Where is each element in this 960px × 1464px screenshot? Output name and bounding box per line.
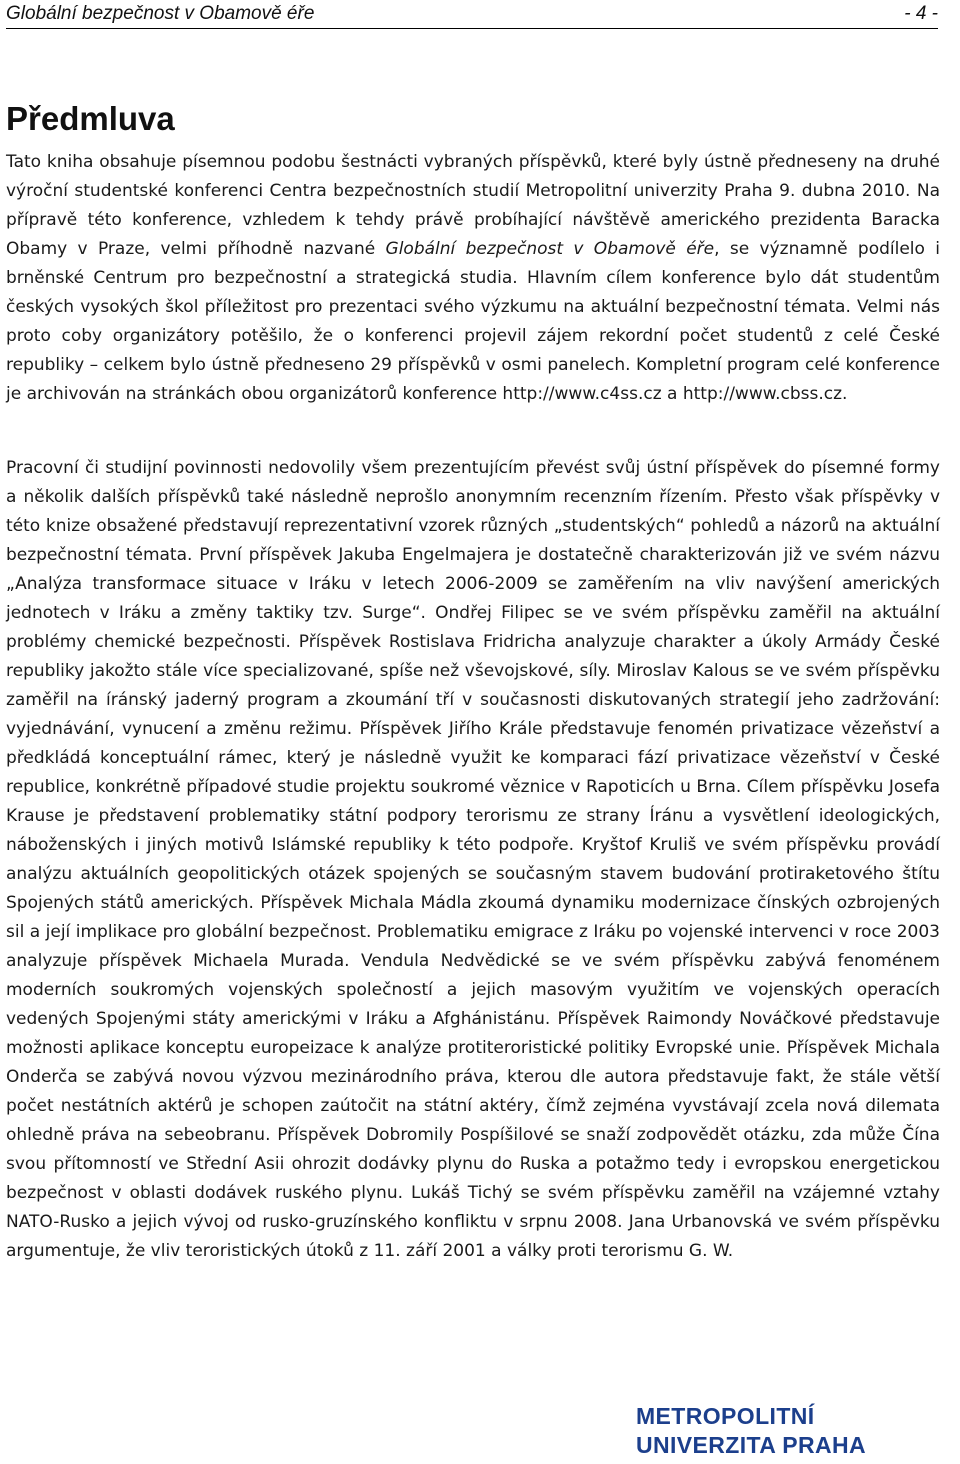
- paragraph-intro-part1: Tato kniha obsahuje písemnou podobu šestnácti vybraných příspěvků, které byly ústně předneseny na druhé výroční studentské konferenci Centra bezpečnostních studií Metropolitní univerzity Praha 9. dubna 2010. Na přípravě této konference, vzhledem k tehdy právě probíhající návštěvě amerického prezidenta Baracka Obamy v Praze, velmi příhodně nazvané: [6, 152, 940, 259]
- page-number: - 4 -: [904, 3, 938, 24]
- header-title: Globální bezpečnost v Obamově éře: [6, 3, 315, 24]
- paragraph-contributions: Pracovní či studijní povinnosti nedovolily všem prezentujícím převést svůj ústní příspěvek do písemné formy a několik dalších příspěvků také následně neprošlo anonymním recenzním řízením. Přesto však příspěvky v této knize obsažené představují reprezentativní vzorek různých „studentských“ pohledů a názorů na aktuální bezpečnostní témata. První příspěvek Jakuba Engelmajera je dostatečně charakterizován již ve svém názvu „Analýza transformace situace v Iráku v letech 2006-2009 se zaměřením na vliv navýšení amerických jednotech v Iráku a změny taktiky tzv. Surge“. Ondřej Filipec se ve svém příspěvku zaměřil na aktuální problémy chemické bezpečnosti. Příspěvek Rostislava Fridricha analyzuje charakter a úkoly Armády České republiky jakožto stále více specializované, spíše než vševojskové, síly. Miroslav Kalous se ve svém příspěvku zaměřil na íránský jaderný program a zkoumání tří v současnosti diskutovaných strategií jeho zadržování: vyjednávání, vynucení a změnu režimu. Příspěvek Jiřího Krále představuje fenomén privatizace vězeňství a předkládá konceptuální rámec, který je následně využit ke komparaci fází privatizace vězeňství v České republice, konkrétně případové studie projektu soukromé věznice v Rapoticích u Brna. Cílem příspěvku Josefa Krause je představení problematiky státní podpory terorismu ze strany Íránu a vysvětlení ideologických, náboženských i jiných motivů Islámské republiky k této podpoře. Kryštof Kruliš ve svém příspěvku provádí analýzu aktuálních geopolitických otázek spojených se současným stavem budování protiraketového štítu Spojených států amerických. Příspěvek Michala Mádla zkoumá dynamiku modernizace čínských ozbrojených sil a její implikace pro globální bezpečnost. Problematiku emigrace z Iráku po vojenské intervenci v roce 2003 analyzuje příspěvek Michaela Murada. Vendula Nedvědické se ve svém příspěvku zabývá fenoménem moderních soukromých vojenských společností a jejich masovým využitím ve vojenských operacích vedených Spojenými státy americkými v Iráku a Afghánistánu. Příspěvek Raimondy Nováčkové představuje možnosti aplikace konceptu europeizace k analýze protiteroristické politiky Evropské unie. Příspěvek Michala Onderča se zabývá novou výzvou mezinárodního práva, kterou dle autora představuje fakt, že stále větší počet nestátních aktérů je schopen zaútočit na státní aktéry, čímž zejména vyvstávají zcela nová dilemata ohledně práva na sebeobranu. Příspěvek Dobromily Pospíšilové se snaží zodpovědět otázku, zda může Čína svou přítomností ve Střední Asii ohrozit dodávky plynu do Ruska a potažmo tedy i evropskou energetickou bezpečnost v oblasti dodávek ruského plynu. Lukáš Tichý se svém příspěvku zaměřil na vzájemné vztahy NATO-Rusko a jejich vývoj od rusko-gruzínského konfliktu v srpnu 2008. Jana Urbanovská ve svém příspěvku argumentuje, že vliv teroristických útoků z 11. září 2001 a války proti terorismu G. W.: [6, 458, 940, 1261]
- conference-title-italic: Globální bezpečnost v Obamově éře: [385, 239, 715, 259]
- paragraph-intro-part2: , se významně podílelo i brněnské Centrum pro bezpečnostní a strategická studia. Hlavním cílem konference bylo dát studentům českých vysokých škol příležitost pro prezentaci svého výzkumu na aktuální bezpečnostní témata. Velmi nás proto coby organizátory potěšilo, že o konferenci projevil zájem rekordní počet studentů z celé České republiky – celkem bylo ústně předneseno 29 příspěvků v osmi panelech. Kompletní program celé konference je archivován na stránkách obou organizátorů konference http://www.c4ss.cz a http://www.cbss.cz.: [6, 239, 940, 404]
- university-logo: [636, 1402, 866, 1460]
- running-header: [6, 2, 938, 29]
- section-heading: Předmluva: [6, 100, 175, 137]
- paragraph-intro: [6, 148, 940, 409]
- logo-line-2: UNIVERZITA PRAHA: [636, 1432, 867, 1458]
- logo-line-1: METROPOLITNÍ: [636, 1403, 815, 1429]
